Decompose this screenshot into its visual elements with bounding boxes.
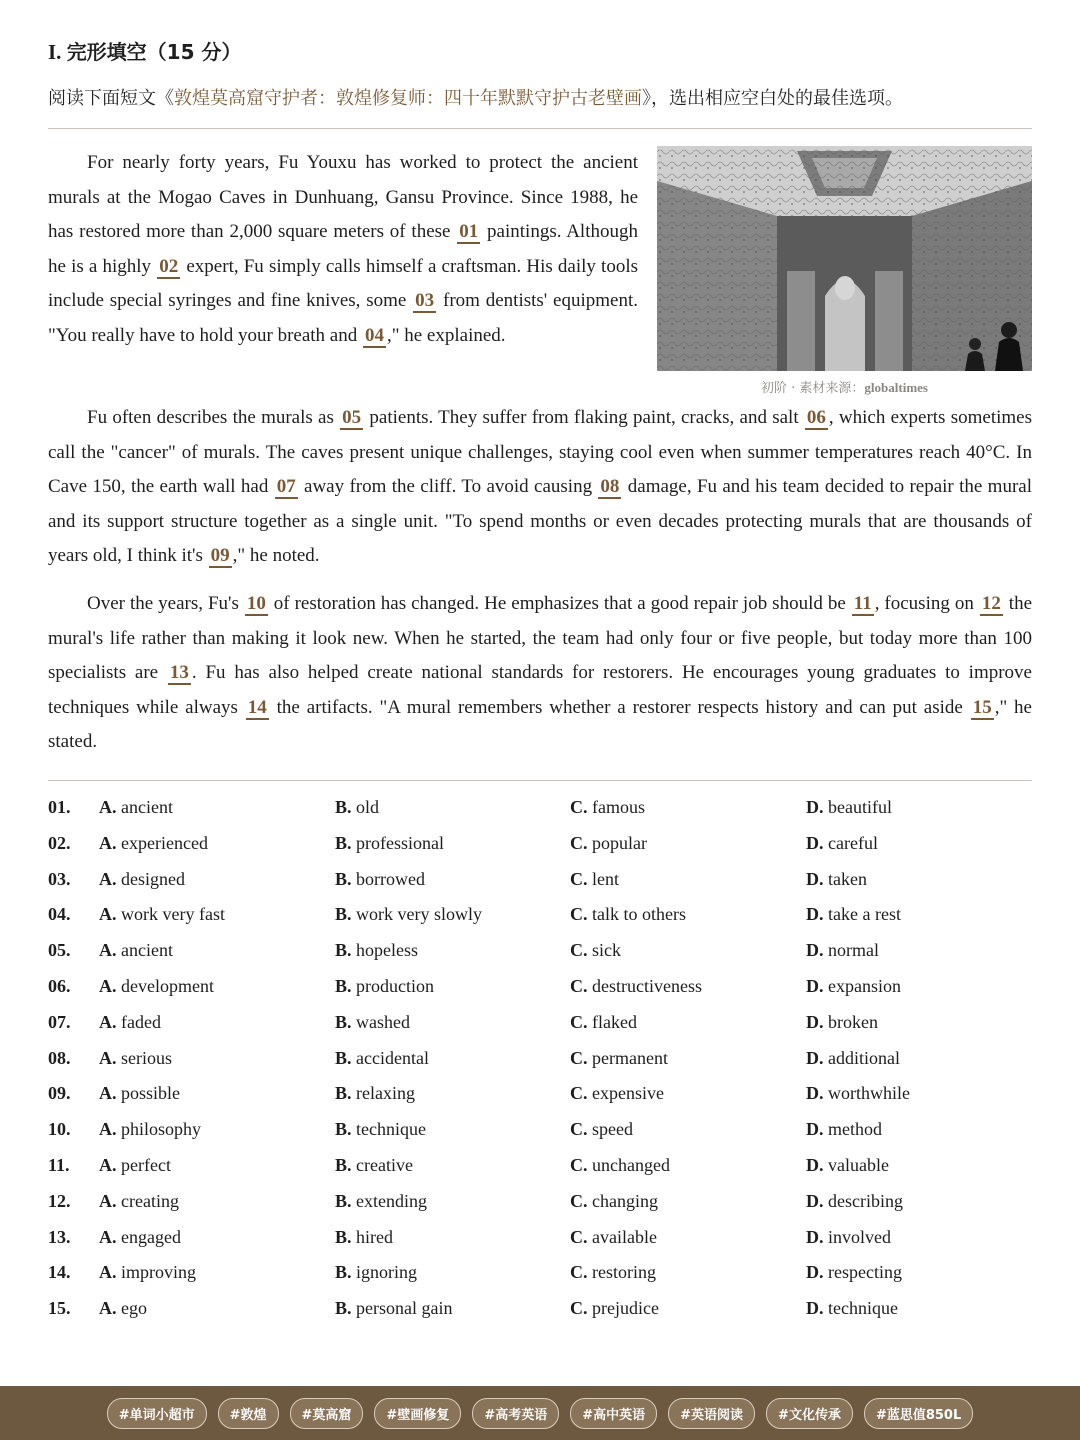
option-row bbox=[48, 862, 1032, 898]
question-number: 07. bbox=[48, 1011, 71, 1032]
option-b[interactable]: B. accidental bbox=[335, 1047, 429, 1068]
option-d[interactable]: D. additional bbox=[806, 1047, 900, 1068]
option-a[interactable]: A. serious bbox=[99, 1047, 172, 1068]
blank-03[interactable]: 03 bbox=[415, 290, 435, 311]
section-title bbox=[48, 36, 241, 65]
question-number: 02. bbox=[48, 832, 71, 853]
option-b[interactable]: B. washed bbox=[335, 1011, 410, 1032]
instruction-lead: 阅读下面短文《 bbox=[48, 88, 174, 109]
option-row bbox=[48, 790, 1032, 826]
option-c[interactable]: C. sick bbox=[570, 940, 621, 961]
section-number: I. bbox=[48, 40, 62, 64]
option-c[interactable]: C. famous bbox=[570, 797, 645, 817]
option-c[interactable]: C. talk to others bbox=[570, 904, 686, 925]
question-number: 10. bbox=[48, 1119, 71, 1140]
question-number: 12. bbox=[48, 1190, 71, 1211]
option-c[interactable]: C. available bbox=[570, 1226, 657, 1247]
option-row bbox=[48, 897, 1032, 933]
option-row bbox=[48, 1220, 1032, 1256]
question-number: 05. bbox=[48, 940, 71, 961]
option-d[interactable]: D. normal bbox=[806, 940, 879, 961]
option-a[interactable]: A. ancient bbox=[99, 940, 173, 961]
question-number: 06. bbox=[48, 975, 71, 996]
blank-05[interactable]: 05 bbox=[342, 407, 362, 428]
hashtag-chip[interactable]: #敦煌 bbox=[218, 1398, 279, 1429]
option-row bbox=[48, 826, 1032, 862]
option-b[interactable]: B. production bbox=[335, 975, 435, 996]
divider bbox=[48, 780, 1032, 781]
question-number: 14. bbox=[48, 1262, 71, 1283]
option-b[interactable]: B. borrowed bbox=[335, 868, 425, 889]
option-a[interactable]: A. development bbox=[99, 975, 214, 996]
option-row bbox=[48, 969, 1032, 1005]
instruction-tail: 》，选出相应空白处的最佳选项。 bbox=[642, 88, 903, 109]
option-c[interactable]: C. expensive bbox=[570, 1083, 664, 1104]
blank-15[interactable]: 15 bbox=[972, 696, 992, 718]
blank-12[interactable]: 12 bbox=[981, 593, 1001, 614]
option-a[interactable]: A. designed bbox=[99, 868, 185, 889]
option-row bbox=[48, 1291, 1032, 1327]
option-c[interactable]: C. prejudice bbox=[570, 1298, 659, 1319]
blank-10[interactable]: 10 bbox=[246, 593, 266, 614]
option-d[interactable]: D. method bbox=[806, 1119, 882, 1140]
option-c[interactable]: C. restoring bbox=[570, 1262, 656, 1283]
blank-09[interactable]: 09 bbox=[210, 545, 230, 566]
option-c[interactable]: C. lent bbox=[570, 868, 619, 889]
question-number: 15. bbox=[48, 1298, 71, 1319]
option-c[interactable]: C. permanent bbox=[570, 1047, 668, 1068]
hashtag-chip[interactable]: #高中英语 bbox=[570, 1398, 657, 1429]
divider bbox=[48, 128, 1032, 129]
option-a[interactable]: A. ego bbox=[99, 1298, 147, 1319]
option-a[interactable]: A. perfect bbox=[99, 1154, 171, 1175]
option-a[interactable]: A. improving bbox=[99, 1262, 196, 1283]
option-b[interactable]: B. technique bbox=[335, 1119, 426, 1140]
option-row bbox=[48, 1005, 1032, 1041]
option-c[interactable]: C. popular bbox=[570, 832, 647, 853]
option-b[interactable]: B. creative bbox=[335, 1154, 413, 1175]
option-a[interactable]: A. ancient bbox=[99, 797, 173, 817]
option-a[interactable]: A. work very fast bbox=[99, 904, 225, 925]
blank-01[interactable]: 01 bbox=[459, 221, 479, 242]
instruction bbox=[48, 84, 903, 110]
option-row bbox=[48, 1184, 1032, 1220]
hashtag-chip[interactable]: #蓝思值850L bbox=[864, 1398, 973, 1429]
option-b[interactable]: B. hopeless bbox=[335, 940, 419, 961]
blank-07[interactable]: 07 bbox=[276, 476, 296, 497]
option-row bbox=[48, 1041, 1032, 1077]
hashtag-chip[interactable]: #英语阅读 bbox=[668, 1398, 755, 1429]
paragraph-2: Fu often describes the murals as 05 patients. They suffer from flaking paint, cracks, and salt 06 , which experts sometimes call the "cancer" of murals. The caves present unique challenges, staying cool even when summer temperatures reach 40°C. In Cave 150, the earth wall had 07 away from the cliff. To avoid causing 08 damage, Fu and his team decided to repair the mural and its support structure together as a single unit. "To spend months or even decades protecting murals that are thousands of years old, I think it's 09 ," he noted. bbox=[48, 407, 1032, 566]
option-d[interactable]: D. involved bbox=[806, 1226, 891, 1247]
option-row bbox=[48, 1076, 1032, 1112]
option-d[interactable]: D. respecting bbox=[806, 1262, 902, 1283]
hashtag-chip[interactable]: #单词小超市 bbox=[107, 1398, 207, 1429]
blank-11[interactable]: 11 bbox=[853, 593, 872, 614]
option-row bbox=[48, 1148, 1032, 1184]
mural-photo bbox=[657, 146, 1032, 371]
blank-14[interactable]: 14 bbox=[247, 696, 267, 718]
question-number: 09. bbox=[48, 1083, 71, 1104]
option-b[interactable]: B. work very slowly bbox=[335, 904, 482, 925]
option-a[interactable]: A. possible bbox=[99, 1083, 181, 1104]
hashtag-chip[interactable]: #壁画修复 bbox=[374, 1398, 461, 1429]
option-row bbox=[48, 1255, 1032, 1291]
blank-02[interactable]: 02 bbox=[159, 255, 179, 277]
option-b[interactable]: B. extending bbox=[335, 1190, 427, 1211]
option-a[interactable]: A. philosophy bbox=[99, 1119, 202, 1140]
paragraph-1: For nearly forty years, Fu Youxu has worked to protect the ancient murals at the Mogao Caves in Dunhuang, Gansu Province. Since 1988, he has restored more than 2,000 square meters of these 01 paintings. Although he is a highly 02 expert, Fu simply calls himself a craftsman. His daily tools include special syringes and fine knives, some 03 from dentists' equipment. "You really have to hold your breath and 04 ," he explained. bbox=[48, 152, 638, 346]
option-d[interactable]: D. take a rest bbox=[806, 904, 901, 925]
question-number: 01. bbox=[48, 797, 71, 817]
question-number: 08. bbox=[48, 1047, 71, 1068]
option-d[interactable]: D. taken bbox=[806, 868, 867, 889]
caption-source: globaltimes bbox=[864, 380, 928, 395]
hashtag-chip[interactable]: #文化传承 bbox=[766, 1398, 853, 1429]
option-d[interactable]: D. valuable bbox=[806, 1154, 889, 1175]
option-d[interactable]: D. broken bbox=[806, 1011, 878, 1032]
option-d[interactable]: D. beautiful bbox=[806, 797, 892, 817]
option-b[interactable]: B. professional bbox=[335, 832, 444, 853]
blank-06[interactable]: 06 bbox=[806, 407, 826, 428]
question-number: 13. bbox=[48, 1226, 71, 1247]
article-title: 敦煌莫高窟守护者：敦煌修复师：四十年默默守护古老壁画 bbox=[174, 88, 642, 109]
option-a[interactable]: A. faded bbox=[99, 1011, 161, 1032]
question-number: 03. bbox=[48, 868, 71, 889]
blank-13[interactable]: 13 bbox=[169, 662, 189, 683]
section-heading: 完形填空（15 分） bbox=[66, 40, 242, 64]
option-b[interactable]: B. hired bbox=[335, 1226, 393, 1247]
paragraph-3: Over the years, Fu's 10 of restoration has changed. He emphasizes that a good repair job should be 11 , focusing on 12 the mural's life rather than making it look new. When he started, the team had only four or five people, but today more than 100 specialists are 13 . Fu has also helped create national standards for restorers. He encourages young graduates to improve techniques while always 14 the artifacts. "A mural remembers whether a restorer respects history and can put aside 15 ," he stated. bbox=[48, 593, 1032, 752]
option-d[interactable]: D. worthwhile bbox=[806, 1083, 910, 1104]
option-c[interactable]: C. unchanged bbox=[570, 1154, 670, 1175]
blank-04[interactable]: 04 bbox=[364, 324, 384, 346]
option-d[interactable]: D. describing bbox=[806, 1190, 903, 1211]
option-a[interactable]: A. engaged bbox=[99, 1226, 181, 1247]
question-number: 11. bbox=[48, 1154, 70, 1175]
option-b[interactable]: B. personal gain bbox=[335, 1298, 453, 1319]
options-table bbox=[48, 790, 1032, 1327]
option-a[interactable]: A. creating bbox=[99, 1190, 179, 1211]
option-c[interactable]: C. destructiveness bbox=[570, 975, 702, 996]
hashtag-chip[interactable]: #莫高窟 bbox=[290, 1398, 364, 1429]
option-b[interactable]: B. relaxing bbox=[335, 1083, 415, 1104]
question-number: 04. bbox=[48, 904, 71, 925]
blank-08[interactable]: 08 bbox=[600, 476, 620, 497]
option-d[interactable]: D. careful bbox=[806, 832, 878, 853]
option-c[interactable]: C. flaked bbox=[570, 1011, 637, 1032]
option-row bbox=[48, 1112, 1032, 1148]
tag-bar bbox=[0, 1386, 1080, 1440]
mural-figure bbox=[657, 146, 1032, 396]
hashtag-chip[interactable]: #高考英语 bbox=[472, 1398, 559, 1429]
option-d[interactable]: D. expansion bbox=[806, 975, 901, 996]
option-b[interactable]: B. ignoring bbox=[335, 1262, 418, 1283]
option-c[interactable]: C. speed bbox=[570, 1119, 633, 1140]
option-a[interactable]: A. experienced bbox=[99, 832, 208, 853]
option-d[interactable]: D. technique bbox=[806, 1298, 898, 1319]
option-b[interactable]: B. old bbox=[335, 797, 380, 817]
option-row bbox=[48, 933, 1032, 969]
image-caption: 初阶 · 素材来源：globaltimes bbox=[761, 380, 928, 396]
option-c[interactable]: C. changing bbox=[570, 1190, 658, 1211]
